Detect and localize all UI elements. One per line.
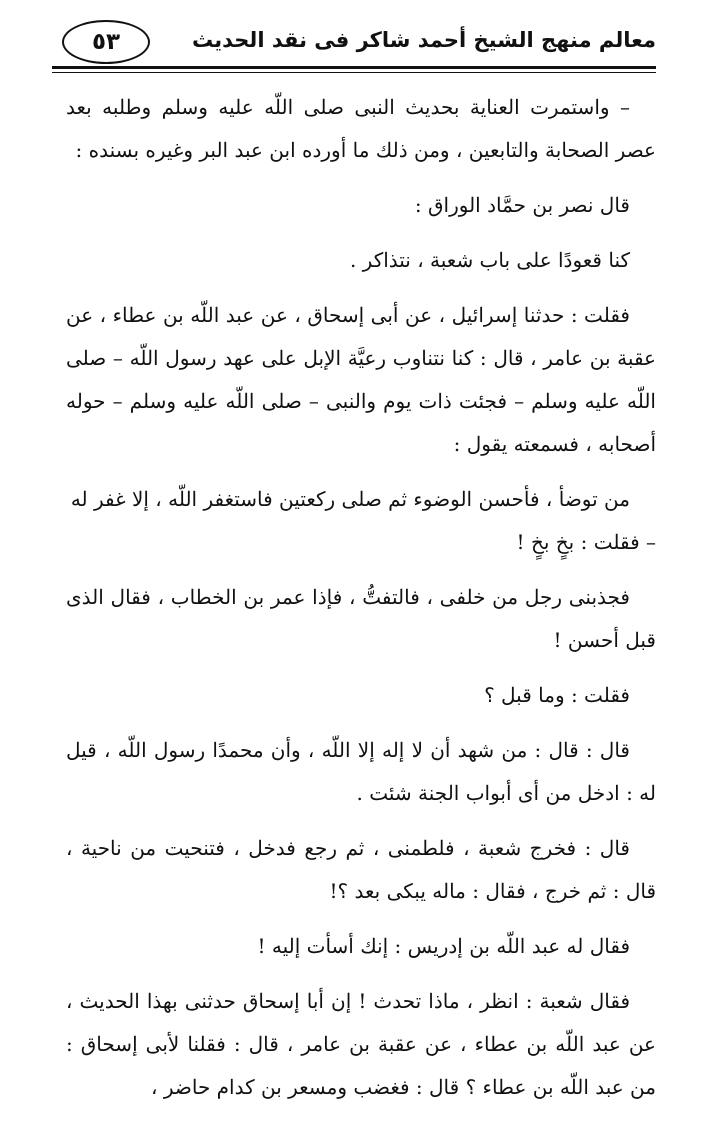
paragraph: – واستمرت العناية بحديث النبى صلى اللّه عليه وسلم وطلبه بعد عصر الصحابة والتابعين ، ومن ذلك ما أورده ابن عبد البر وغيره بسنده : <box>66 95 656 162</box>
paragraph: من توضأ ، فأحسن الوضوء ثم صلى ركعتين فاستغفر اللّه ، إلا غفر له <box>70 487 630 511</box>
header-rule-thick <box>52 66 656 69</box>
paragraph: قال : فخرج شعبة ، فلطمنى ، ثم رجع فدخل ، فتنحيت من ناحية ، قال : ثم خرج ، فقال : ماله يبكى بعد ؟! <box>66 836 656 903</box>
paragraph: فقلت : حدثنا إسرائيل ، عن أبى إسحاق ، عن عبد اللّه بن عطاء ، عن عقبة بن عامر ، قال : كنا نتناوب رعيَّة الإبل على عهد رسول اللّه – صلى اللّه عليه وسلم – فجئت ذات يوم والنبى – صلى اللّه عليه وسلم – حوله أصحابه ، فسمعته يقول : <box>66 303 656 456</box>
header-rule-thin <box>52 72 656 73</box>
page-number-badge <box>62 20 150 64</box>
paragraph: – فقلت : بخٍ بخٍ ! <box>516 530 656 554</box>
page-header <box>52 10 656 70</box>
paragraph: قال نصر بن حمَّاد الوراق : <box>414 193 630 217</box>
paragraph: كنا قعودًا على باب شعبة ، نتذاكر . <box>349 248 630 272</box>
paragraph: فجذبنى رجل من خلفى ، فالتفتُّ ، فإذا عمر بن الخطاب ، فقال الذى قبل أحسن ! <box>66 585 656 652</box>
running-title: معالم منهج الشيخ أحمد شاكر فى نقد الحديث <box>192 28 656 52</box>
paragraph: فقال شعبة : انظر ، ماذا تحدث ! إن أبا إسحاق حدثنى بهذا الحديث ، عن عبد اللّه بن عطاء ، عن عقبة بن عامر ، قال : فقلنا لأبى إسحاق : من عبد اللّه بن عطاء ؟ قال : فغضب ومسعر بن كدام حاضر ، <box>66 989 656 1099</box>
paragraph: فقلت : وما قبل ؟ <box>484 683 630 707</box>
body-text <box>66 86 656 1121</box>
page-number: ٥٣ <box>91 29 121 55</box>
paragraph: فقال له عبد اللّه بن إدريس : إنك أسأت إليه ! <box>257 934 630 958</box>
paragraph: قال : قال : من شهد أن لا إله إلا اللّه ، وأن محمدًا رسول اللّه ، قيل له : ادخل من أى أبواب الجنة شئت . <box>66 738 656 805</box>
